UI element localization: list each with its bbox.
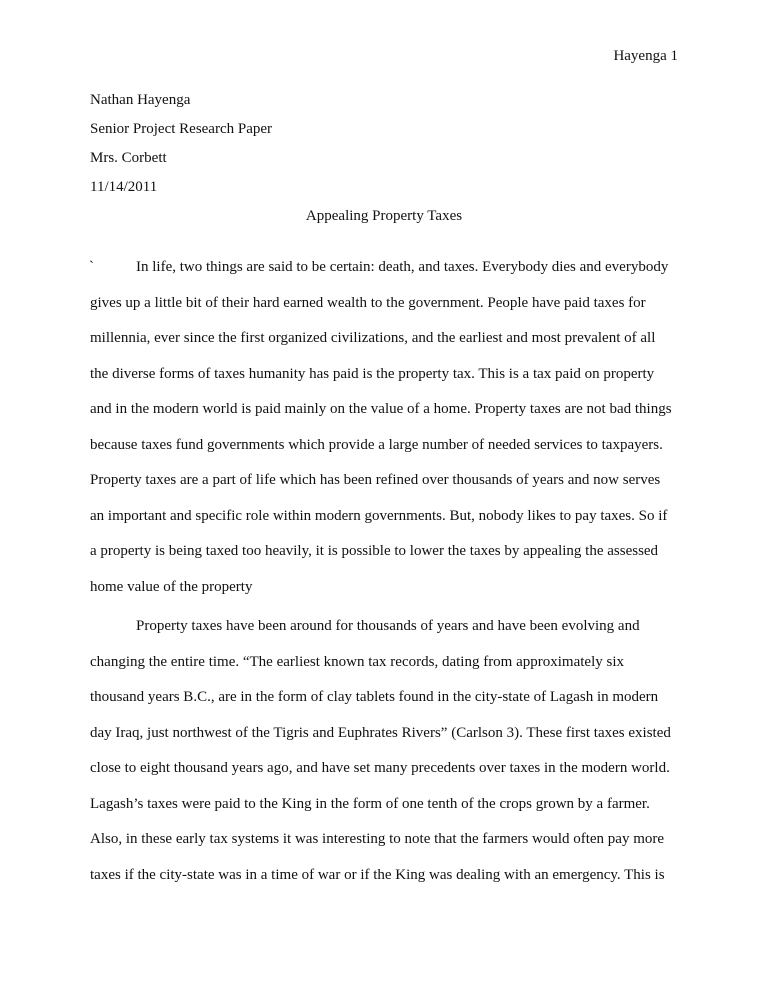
paragraph-line: close to eight thousand years ago, and have set many precedents over taxes in the modern world. xyxy=(90,760,670,776)
paragraph-line: thousand years B.C., are in the form of clay tablets found in the city-state of Lagash in modern xyxy=(90,689,659,705)
paragraph-line: and in the modern world is paid mainly on the value of a home. Property taxes are not bad things xyxy=(90,401,672,417)
paragraph-line: a property is being taxed too heavily, it is possible to lower the taxes by appealing the assessed xyxy=(90,543,659,559)
running-head: Hayenga 1 xyxy=(613,48,678,64)
paragraph-line: Property taxes are a part of life which has been refined over thousands of years and now serves xyxy=(90,472,661,488)
paragraph-line: gives up a little bit of their hard earned wealth to the government. People have paid taxes for xyxy=(90,294,646,311)
paragraph-line: the diverse forms of taxes humanity has paid is the property tax. This is a tax paid on property xyxy=(90,365,655,382)
mla-heading xyxy=(90,90,272,206)
paragraph-line: millennia, ever since the first organized civilizations, and the earliest and most prevalent of all xyxy=(90,330,656,346)
paragraph-line: Property taxes have been around for thousands of years and have been evolving and xyxy=(136,618,640,634)
paragraph-line: Also, in these early tax systems it was interesting to note that the farmers would often pay more xyxy=(90,831,665,847)
paragraph-line: because taxes fund governments which provide a large number of needed services to taxpayers. xyxy=(90,436,663,453)
paragraph-line: taxes if the city-state was in a time of war or if the King was dealing with an emergency. This is xyxy=(90,866,665,883)
instructor-name: Mrs. Corbett xyxy=(90,150,167,166)
paragraph-line: day Iraq, just northwest of the Tigris and Euphrates Rivers” (Carlson 3). These first taxes existed xyxy=(90,724,671,741)
paragraph-line: an important and specific role within modern governments. But, nobody likes to pay taxes. So if xyxy=(90,507,668,524)
paragraph-line xyxy=(90,257,672,293)
stray-mark: ` xyxy=(89,259,94,275)
paragraph-line: Lagash’s taxes were paid to the King in the form of one tenth of the crops grown by a farmer. xyxy=(90,795,650,812)
paragraph-line-text: In life, two things are said to be certain: death, and taxes. Everybody dies and everybody xyxy=(136,259,669,275)
paragraph-line: home value of the property xyxy=(90,578,253,595)
author-name: Nathan Hayenga xyxy=(90,92,191,108)
course-name: Senior Project Research Paper xyxy=(90,121,273,137)
paragraph-1 xyxy=(90,257,672,612)
paragraph-2 xyxy=(90,616,671,900)
paragraph-line: changing the entire time. “The earliest known tax records, dating from approximately six xyxy=(90,653,624,670)
paper-date: 11/14/2011 xyxy=(90,179,158,195)
paper-title: Appealing Property Taxes xyxy=(305,208,463,224)
